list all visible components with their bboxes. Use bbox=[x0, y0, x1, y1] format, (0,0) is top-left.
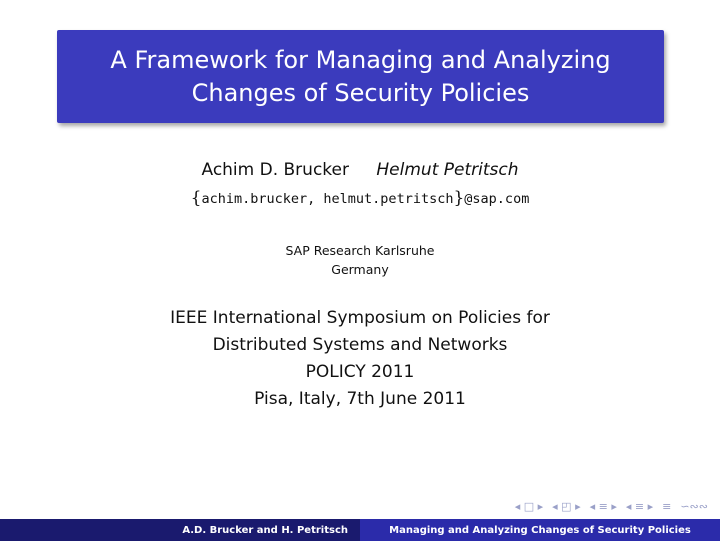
institution bbox=[0, 241, 720, 279]
conference-line-3: POLICY 2011 bbox=[305, 362, 415, 382]
title-line-1: A Framework for Managing and Analyzing bbox=[110, 45, 611, 74]
title-box bbox=[57, 30, 664, 123]
author-2: Helmut Petritsch bbox=[376, 160, 519, 180]
nav-search-icon[interactable]: ∽∾∾ bbox=[680, 500, 708, 513]
nav-section-icon[interactable]: ◂ ≡ ▸ bbox=[589, 500, 617, 513]
author-1: Achim D. Brucker bbox=[201, 160, 349, 180]
nav-left-arrow-icon[interactable]: ◂ □ ▸ bbox=[514, 500, 544, 513]
institution-country: Germany bbox=[331, 262, 389, 277]
open-brace: { bbox=[190, 188, 202, 208]
email-names: achim.brucker, helmut.petritsch bbox=[201, 191, 454, 207]
authors bbox=[0, 160, 720, 180]
footer-authors: A.D. Brucker and H. Petritsch bbox=[0, 519, 360, 541]
conference-line-1: IEEE International Symposium on Policies for bbox=[170, 308, 550, 328]
footer bbox=[0, 519, 720, 541]
conference-line-4: Pisa, Italy, 7th June 2011 bbox=[254, 389, 466, 409]
author-emails bbox=[0, 188, 720, 208]
nav-frame-icon[interactable]: ◂ ◰ ▸ bbox=[552, 500, 581, 513]
beamer-navigation bbox=[515, 500, 708, 513]
close-brace: } bbox=[453, 188, 465, 208]
nav-align-icon[interactable]: ≡ bbox=[662, 500, 672, 513]
nav-subsection-icon[interactable]: ◂ ≡ ▸ bbox=[625, 500, 654, 513]
footer-title: Managing and Analyzing Changes of Security Policies bbox=[360, 519, 720, 541]
institution-name: SAP Research Karlsruhe bbox=[285, 243, 435, 258]
title-line-2: Changes of Security Policies bbox=[191, 78, 530, 107]
email-domain: @sap.com bbox=[464, 191, 530, 207]
conference bbox=[0, 305, 720, 413]
conference-line-2: Distributed Systems and Networks bbox=[212, 335, 508, 355]
